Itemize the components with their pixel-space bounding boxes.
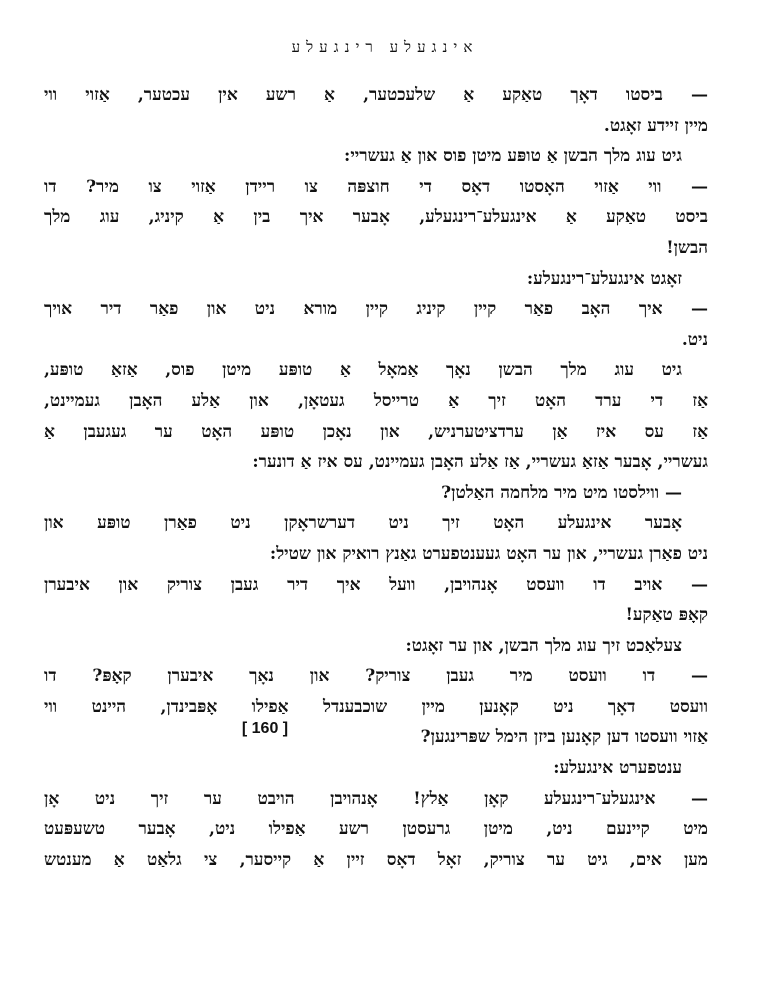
text-line: מיט קיינעם ניט, מיטן גרעסטן רשע אַפילו ניט, אָבער טשעפּעט bbox=[44, 819, 708, 840]
text-line: — אינגעלע־רינגעלע קאָן אַלץ! אָנהויבן הויבט ער זיך ניט אָן bbox=[44, 788, 708, 809]
text-line: — ווי אַזוי האָסטו דאָס די חוצפּה צו ריידן אַזוי צו מיר? דו bbox=[44, 176, 708, 197]
text-line: — ווילסטו מיט מיר מלחמה האַלטן? bbox=[441, 482, 682, 503]
text-line: — איך האָב פאַר קיין קיניג קיין מורא ניט און פאַר דיר אויך bbox=[44, 299, 708, 320]
text-line: אַז עס איז אַן ערדציטערניש, און נאָכן טופּע האָט ער געגעבן אַ bbox=[44, 421, 708, 442]
text-line: ביסט טאַקע אַ אינגעלע־רינגעלע, אָבער איך בין אַ קיניג, עוג מלך bbox=[44, 207, 708, 228]
text-line: מען אים, גיט ער צוריק, זאָל דאָס זיין אַ קייסער, צי גלאַט אַ מענטש bbox=[44, 849, 708, 870]
text-line: ענטפערט אינגעלע: bbox=[553, 758, 682, 779]
text-line: צעלאַכט זיך עוג מלך הבשן, און ער זאָגט: bbox=[405, 635, 682, 656]
text-line: גיט עוג מלך הבשן נאָך אַמאָל אַ טופּע מיטן פוס, אַזאַ טופּע, bbox=[44, 360, 682, 381]
text-line: מיין זיידע זאָגט. bbox=[603, 115, 708, 136]
page-number: [ 160 ] bbox=[241, 720, 289, 737]
text-line: הבשן! bbox=[666, 237, 708, 258]
text-line: — ביסטו דאָך טאַקע אַ שלעכטער, אַ רשע אין עכטער, אַזוי ווי bbox=[44, 85, 708, 105]
text-line: ניט. bbox=[681, 329, 708, 350]
text-line: ניט פאַרן געשריי, און ער האָט געענטפערט גאַנץ רואיק און שטיל: bbox=[269, 543, 708, 564]
text-line: אַזוי וועסטו דען קאָנען ביזן הימל שפּרינגען? bbox=[420, 727, 708, 748]
text-line: אַז די ערד האָט זיך אַ טרייסל געטאָן, און אַלע האָבן געמיינט, bbox=[44, 390, 708, 411]
body-text bbox=[44, 80, 708, 875]
text-line: — אויב דו וועסט אָנהויבן, וועל איך דיר געבן צוריק און איבערן bbox=[44, 574, 708, 595]
text-line: אָבער אינגעלע האָט זיך ניט דערשראָקן ניט פאַרן טופּע און bbox=[44, 513, 682, 534]
text-line: גיט עוג מלך הבשן אַ טופּע מיטן פוס און אַ געשריי: bbox=[344, 146, 682, 167]
text-line: וועסט דאָך ניט קאָנען מיין שוכבענדל אַפילו אָפּבינדן, היינט ווי bbox=[44, 696, 708, 717]
text-line: געשריי, אָבער אַזאַ געשריי, אַז אַלע האָבן געמיינט, עס איז אַ דונער: bbox=[252, 452, 708, 473]
text-line: קאָפּ טאַקע! bbox=[625, 605, 708, 626]
text-line: — דו וועסט מיר געבן צוריק? און נאָך איבערן קאָפּ? דו bbox=[44, 666, 708, 687]
text-line: זאָגט אינגעלע־רינגעלע: bbox=[526, 268, 682, 289]
running-head: אינגעלע רינגעלע bbox=[291, 38, 479, 56]
